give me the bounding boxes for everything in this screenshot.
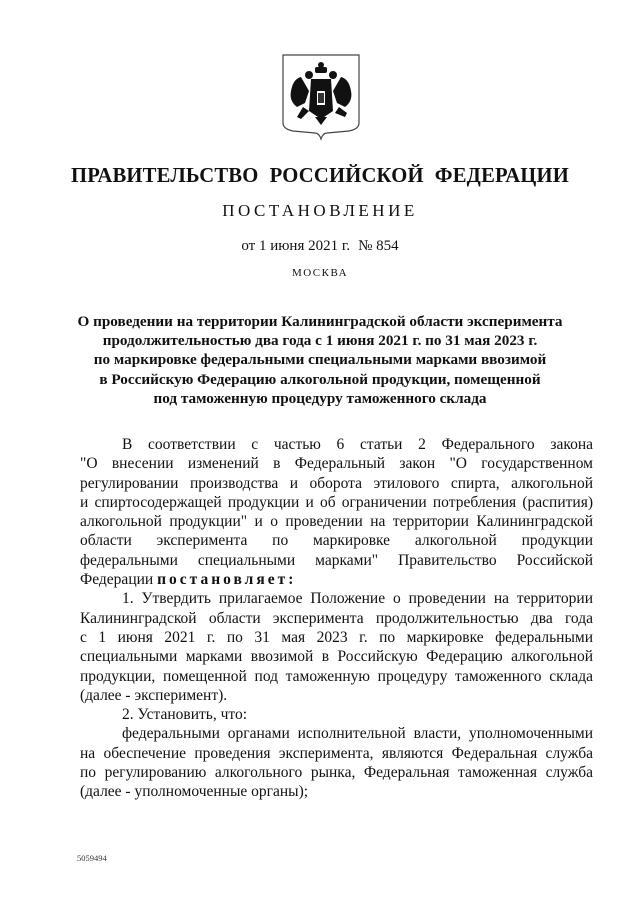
text-line: на обеспечение проведения эксперимента, являются Федеральная служба [80, 744, 593, 762]
title-line: по маркировке федеральными специальными марками ввозимой [93, 351, 547, 369]
text-line: (далее - эксперимент). [80, 686, 228, 704]
document-date-number [0, 238, 640, 255]
document-date: от 1 июня 2021 г. [241, 238, 351, 254]
item-2-paragraph [80, 705, 593, 801]
document-city: МОСКВА [291, 267, 349, 279]
item-2-heading: 2. Установить, что: [122, 706, 248, 724]
text-line: "О внесении изменений в Федеральный закон "О государственном [80, 455, 593, 473]
text-line: по регулированию алкогольного рынка, Федеральная таможенная служба [80, 764, 593, 782]
coat-of-arms-emblem-icon [279, 51, 363, 141]
text-line: продукции, помещенной под таможенную процедуру таможенного склада [80, 667, 593, 685]
text-line: В соответствии с частью 6 статьи 2 Федерального закона [122, 436, 593, 453]
document-title [60, 312, 580, 408]
text-line: алкогольной продукции" и о проведении на территории Калининградской [80, 513, 593, 531]
item-1-paragraph [80, 589, 593, 705]
text-line: и спиртосодержащей продукции и об ограничении потребления (распития) [80, 493, 593, 511]
document-body [80, 435, 593, 802]
preamble-tail: Федерации [80, 571, 158, 589]
title-line: под таможенную процедуру таможенного склада [153, 389, 487, 407]
document-number: № 854 [358, 238, 399, 254]
issuing-authority: ПРАВИТЕЛЬСТВО РОССИЙСКОЙ ФЕДЕРАЦИИ [70, 163, 570, 187]
document-type: ПОСТАНОВЛЕНИЕ [222, 201, 418, 220]
title-line: в Российскую Федерацию алкогольной продукции, помещенной [99, 370, 541, 388]
decree-word: постановляет: [157, 571, 297, 589]
text-line: федеральными специальными марками" Правительство Российской [80, 551, 593, 569]
title-line: продолжительностью два года с 1 июня 2021 г. по 31 мая 2023 г. [102, 332, 538, 350]
text-line: регулировании производства и оборота этилового спирта, алкогольной [80, 474, 593, 492]
text-line: области эксперимента по маркировке алкогольной продукции [80, 532, 593, 550]
preamble-paragraph [80, 435, 593, 589]
text-line: (далее - уполномоченные органы); [80, 783, 309, 801]
text-line: с 1 июня 2021 г. по 31 мая 2023 г. по маркировке федеральными [80, 628, 593, 646]
text-line: специальными марками ввозимой в Российскую Федерацию алкогольной [80, 648, 593, 666]
text-line: 1. Утвердить прилагаемое Положение о проведении на территории [122, 590, 593, 608]
document-code: 5059494 [77, 853, 107, 863]
text-line: федеральными органами исполнительной власти, уполномоченными [122, 725, 593, 743]
title-line: О проведении на территории Калининградской области эксперимента [77, 313, 563, 330]
text-line [80, 570, 593, 589]
text-line: Калининградской области эксперимента продолжительностью два года [80, 609, 593, 627]
